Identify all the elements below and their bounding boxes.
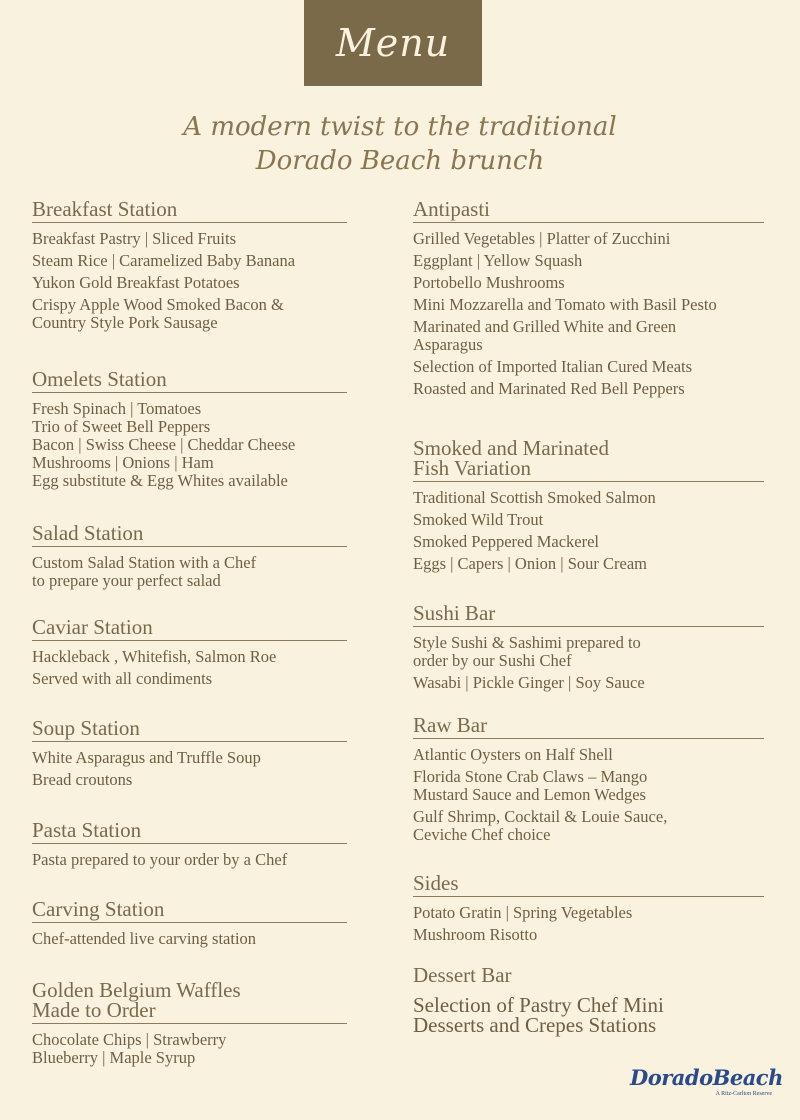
section-title: Dessert Bar	[413, 963, 512, 987]
section-title: Omelets Station	[32, 369, 347, 393]
section-antipasti	[413, 199, 764, 402]
menu-item: Grilled Vegetables | Platter of Zucchini	[413, 229, 671, 248]
menu-item: Selection of Pastry Chef Mini Desserts and Crepes Stations	[413, 993, 664, 1037]
dorado-beach-logo	[630, 1065, 783, 1098]
menu-item: Chocolate Chips | Strawberry Blueberry | Maple Syrup	[32, 1030, 227, 1067]
menu-item: Fresh Spinach | Tomatoes Trio of Sweet Bell Peppers Bacon | Swiss Cheese | Cheddar Cheese Mushrooms | Onions | Ham Egg substitute & Egg Whites available	[32, 399, 296, 490]
section-title: Smoked and Marinated Fish Variation	[413, 438, 764, 482]
section-title: Carving Station	[32, 899, 347, 923]
section-soup-station	[32, 718, 347, 793]
section-title: Soup Station	[32, 718, 347, 742]
section-title: Antipasti	[413, 199, 764, 223]
section-title: Sides	[413, 873, 764, 897]
section-title: Breakfast Station	[32, 199, 347, 223]
menu-item: Pasta prepared to your order by a Chef	[32, 850, 288, 869]
section-title: Salad Station	[32, 523, 347, 547]
menu-item: Chef-attended live carving station	[32, 929, 257, 948]
tagline-line-2: Dorado Beach brunch	[255, 146, 545, 176]
logo-wordmark: DoradoBeach	[630, 1065, 783, 1090]
section-sushi-bar	[413, 603, 764, 696]
menu-item: Portobello Mushrooms	[413, 273, 565, 292]
section-omelets-station	[32, 369, 347, 490]
menu-item: Florida Stone Crab Claws – Mango Mustard Sauce and Lemon Wedges	[413, 767, 648, 804]
menu-item: Mushroom Risotto	[413, 925, 538, 944]
menu-item: Gulf Shrimp, Cocktail & Louie Sauce, Ceviche Chef choice	[413, 807, 668, 844]
menu-item: Wasabi | Pickle Ginger | Soy Sauce	[413, 673, 645, 692]
menu-item: Marinated and Grilled White and Green Asparagus	[413, 317, 677, 354]
section-waffles	[32, 980, 347, 1071]
logo-subline: A Ritz-Carlton Reserve	[715, 1091, 772, 1097]
menu-item: Bread croutons	[32, 770, 133, 789]
section-pasta-station	[32, 820, 347, 873]
section-title: Caviar Station	[32, 617, 347, 641]
menu-title: Menu	[335, 21, 451, 65]
menu-item: Eggplant | Yellow Squash	[413, 251, 583, 270]
menu-item: Roasted and Marinated Red Bell Peppers	[413, 379, 685, 398]
menu-item: White Asparagus and Truffle Soup	[32, 748, 261, 767]
section-title: Golden Belgium Waffles Made to Order	[32, 980, 347, 1024]
tagline-line-1: A modern twist to the traditional	[183, 112, 617, 142]
section-caviar-station	[32, 617, 347, 692]
section-sides	[413, 873, 764, 948]
section-title: Sushi Bar	[413, 603, 764, 627]
menu-item: Steam Rice | Caramelized Baby Banana	[32, 251, 296, 270]
menu-item: Potato Gratin | Spring Vegetables	[413, 903, 633, 922]
menu-item: Custom Salad Station with a Chef to prepare your perfect salad	[32, 553, 257, 590]
menu-item: Smoked Wild Trout	[413, 510, 544, 529]
menu-item: Atlantic Oysters on Half Shell	[413, 745, 613, 764]
menu-item: Traditional Scottish Smoked Salmon	[413, 488, 656, 507]
menu-item: Selection of Imported Italian Cured Meats	[413, 357, 693, 376]
section-dessert-bar	[413, 965, 764, 1039]
menu-item: Smoked Peppered Mackerel	[413, 532, 600, 551]
section-salad-station	[32, 523, 347, 594]
menu-item: Served with all condiments	[32, 669, 213, 688]
section-title: Raw Bar	[413, 715, 764, 739]
menu-item: Hackleback , Whitefish, Salmon Roe	[32, 647, 277, 666]
menu-item: Mini Mozzarella and Tomato with Basil Pesto	[413, 295, 717, 314]
menu-item: Crispy Apple Wood Smoked Bacon & Country Style Pork Sausage	[32, 295, 284, 332]
menu-item: Style Sushi & Sashimi prepared to order by our Sushi Chef	[413, 633, 641, 670]
menu-banner	[304, 0, 482, 86]
menu-item: Eggs | Capers | Onion | Sour Cream	[413, 554, 648, 573]
section-carving-station	[32, 899, 347, 952]
section-title: Pasta Station	[32, 820, 347, 844]
section-fish-variation	[413, 438, 764, 577]
menu-item: Breakfast Pastry | Sliced Fruits	[32, 229, 237, 248]
section-raw-bar	[413, 715, 764, 848]
menu-item: Yukon Gold Breakfast Potatoes	[32, 273, 240, 292]
section-breakfast-station	[32, 199, 347, 336]
